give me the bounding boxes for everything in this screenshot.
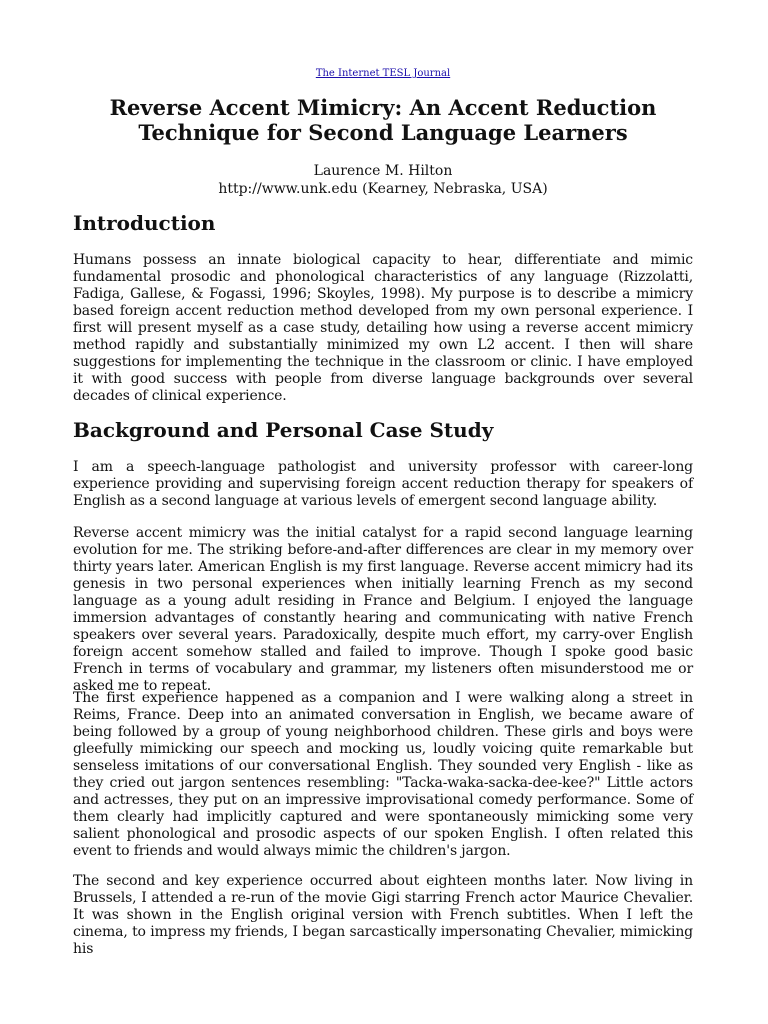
paragraph: I am a speech-language pathologist and university professor with career-long experience providing and supervising foreign accent reduction therapy for speakers of English as a second language at various levels of emergent second language ability.	[73, 459, 693, 509]
author-url: http://www.unk.edu (Kearney, Nebraska, USA)	[218, 181, 548, 197]
paragraph: The first experience happened as a companion and I were walking along a street in Reims, France. Deep into an animated conversation in English, we became aware of being followed by a group of young neighborhood children. These girls and boys were gleefully mimicking our speech and mocking us, loudly voicing quite remarkable but senseless imitations of our conversational English. They sounded very English - like as they cried out jargon sentences resembling: "Tacka-waka-sacka-dee-kee?" Little actors and actresses, they put on an impressive improvisational comedy performance. Some of them clearly had implicitly captured and were spontaneously mimicking some very salient phonological and prosodic aspects of our spoken English. I often related this event to friends and would always mimic the children's jargon.	[73, 690, 693, 859]
paragraph: Reverse accent mimicry was the initial catalyst for a rapid second language learning evolution for me. The striking before-and-after differences are clear in my memory over thirty years later. American English is my first language. Reverse accent mimicry had its genesis in two personal experiences when initially learning French as my second language as a young adult residing in France and Belgium. I enjoyed the language immersion advantages of constantly hearing and communicating with native French speakers over several years. Paradoxically, despite much effort, my carry-over English foreign accent somehow stalled and failed to improve. Though I spoke good basic French in terms of vocabulary and grammar, my listeners often misunderstood me or asked me to repeat.	[73, 525, 693, 694]
author-block	[73, 162, 693, 198]
section-heading-background: Background and Personal Case Study	[73, 418, 494, 442]
author-name: Laurence M. Hilton	[313, 163, 453, 179]
article-title: Reverse Accent Mimicry: An Accent Reduction Technique for Second Language Learners	[109, 95, 657, 145]
paragraph: The second and key experience occurred about eighteen months later. Now living in Brussels, I attended a re-run of the movie Gigi starring French actor Maurice Chevalier. It was shown in the English original version with French subtitles. When I left the cinema, to impress my friends, I began sarcastically impersonating Chevalier, mimicking his	[73, 873, 693, 957]
journal-link[interactable]: The Internet TESL Journal	[315, 68, 451, 79]
section-heading-introduction: Introduction	[73, 211, 216, 235]
paragraph: Humans possess an innate biological capacity to hear, differentiate and mimic fundamental prosodic and phonological characteristics of any language (Rizzolatti, Fadiga, Gallese, & Fogassi, 1996; Skoyles, 1998). My purpose is to describe a mimicry based foreign accent reduction method developed from my own personal experience. I first will present myself as a case study, detailing how using a reverse accent mimicry method rapidly and substantially minimized my own L2 accent. I then will share suggestions for implementing the technique in the classroom or clinic. I have employed it with good success with people from diverse language backgrounds over several decades of clinical experience.	[73, 252, 693, 404]
journal-header	[73, 68, 693, 80]
